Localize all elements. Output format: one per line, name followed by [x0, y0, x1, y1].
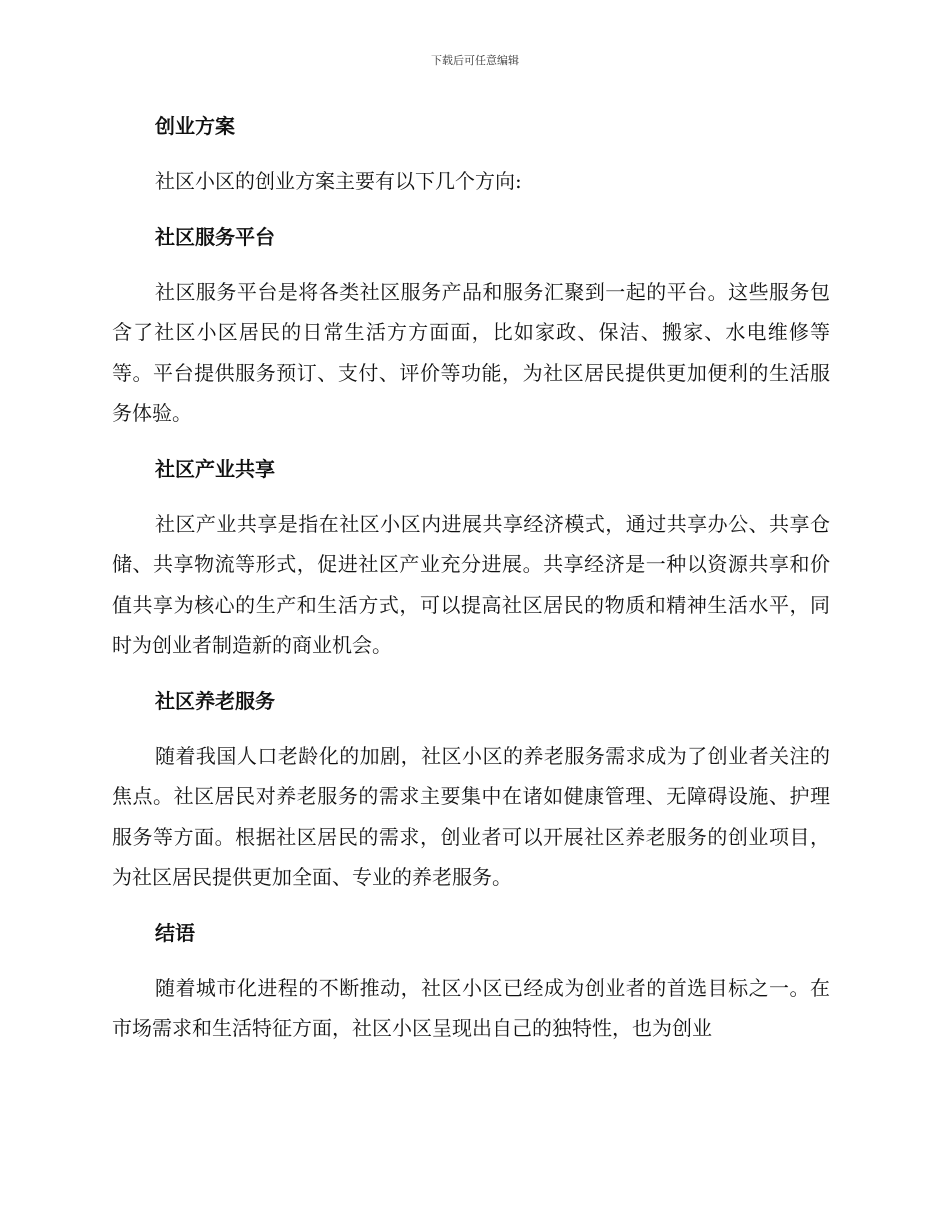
- section-paragraph-elderly-care: 随着我国人口老龄化的加剧，社区小区的养老服务需求成为了创业者关注的焦点。社区居民对养老服务的需求主要集中在诸如健康管理、无障碍设施、护理服务等方面。根据社区居民的需求，创业者可以开展社区养老服务的创业项目，为社区居民提供更加全面、专业的养老服务。: [112, 743, 830, 889]
- section-paragraph-service-platform: 社区服务平台是将各类社区服务产品和服务汇聚到一起的平台。这些服务包含了社区小区居民的日常生活方方面面，比如家政、保洁、搬家、水电维修等等。平台提供服务预订、支付、评价等功能，为社区居民提供更加便利的生活服务体验。: [112, 279, 830, 425]
- section-paragraph-startup-plan: 社区小区的创业方案主要有以下几个方向:: [155, 169, 522, 193]
- section-heading-industry-sharing: 社区产业共享: [155, 456, 275, 481]
- section-heading-startup-plan: 创业方案: [155, 114, 235, 138]
- section-heading-conclusion: 结语: [155, 920, 195, 945]
- section-paragraph-conclusion: 随着城市化进程的不断推动，社区小区已经成为创业者的首选目标之一。在市场需求和生活特征方面，社区小区呈现出自己的独特性，也为创业: [112, 975, 830, 1040]
- page-header: 下载后可任意编辑: [431, 54, 519, 67]
- section-paragraph-industry-sharing: 社区产业共享是指在社区小区内进展共享经济模式，通过共享办公、共享仓储、共享物流等形式，促进社区产业充分进展。共享经济是一种以资源共享和价值共享为核心的生产和生活方式，可以提高社区居民的物质和精神生活水平，同时为创业者制造新的商业机会。: [112, 511, 830, 657]
- document-body: [112, 110, 830, 1049]
- section-heading-elderly-care: 社区养老服务: [155, 688, 275, 713]
- section-heading-service-platform: 社区服务平台: [155, 224, 275, 249]
